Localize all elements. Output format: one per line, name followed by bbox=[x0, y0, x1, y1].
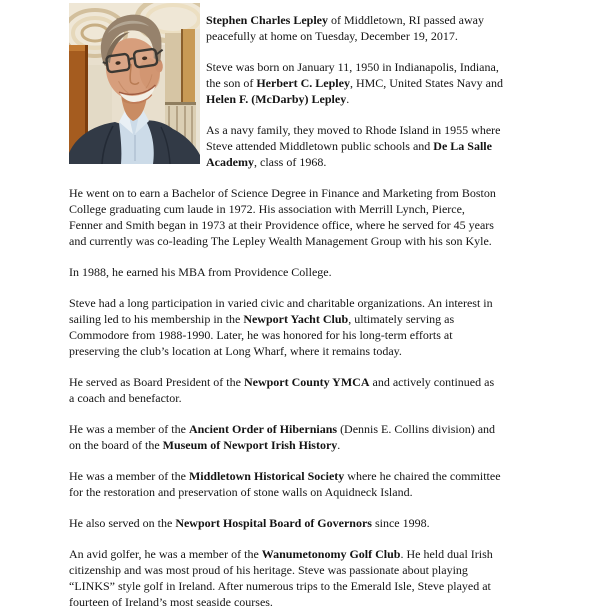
paragraph bbox=[69, 374, 590, 406]
text-line: Steve had a long participation in varied civic and charitable organizations. An interest in bbox=[69, 296, 493, 310]
text-line: the son of Herbert C. Lepley, HMC, United States Navy and bbox=[206, 76, 503, 90]
text-line: Helen F. (McDarby) Lepley. bbox=[206, 92, 350, 106]
text-line: He was a member of the Middletown Historical Society where he chaired the committee bbox=[69, 469, 501, 483]
text-line: An avid golfer, he was a member of the Wanumetonomy Golf Club. He held dual Irish bbox=[69, 547, 493, 561]
text-line: preserving the club’s location at Long Wharf, where it remains today. bbox=[69, 344, 402, 358]
paragraph bbox=[69, 546, 590, 610]
paragraph bbox=[69, 468, 590, 500]
paragraph bbox=[69, 264, 590, 280]
text-line: He went on to earn a Bachelor of Science Degree in Finance and Marketing from Boston bbox=[69, 186, 496, 200]
paragraph bbox=[69, 515, 590, 531]
text-line: He served as Board President of the Newport County YMCA and actively continued as bbox=[69, 375, 495, 389]
text-line: In 1988, he earned his MBA from Providence College. bbox=[69, 265, 332, 279]
paragraph bbox=[69, 295, 590, 359]
text-line: Steve attended Middletown public schools and De La Salle bbox=[206, 139, 492, 153]
text-line: College graduating cum laude in 1972. His association with Merrill Lynch, Pierce, bbox=[69, 202, 465, 216]
text-line: Fenner and Smith began in 1973 at their Providence office, where he served for 45 years bbox=[69, 218, 494, 232]
body-text bbox=[69, 185, 590, 610]
text-line: He also served on the Newport Hospital Board of Governors since 1998. bbox=[69, 516, 430, 530]
intro-section bbox=[69, 3, 590, 170]
paragraph bbox=[206, 59, 503, 107]
text-line: Stephen Charles Lepley of Middletown, RI passed away bbox=[206, 13, 484, 27]
text-line: As a navy family, they moved to Rhode Island in 1955 where bbox=[206, 123, 501, 137]
text-line: citizenship and was most proud of his heritage. Steve was passionate about playing bbox=[69, 563, 468, 577]
text-line: “LINKS” style golf in Ireland. After numerous trips to the Emerald Isle, Steve played at bbox=[69, 579, 491, 593]
portrait-photo-graphic bbox=[69, 3, 200, 164]
text-line: Academy, class of 1968. bbox=[206, 155, 327, 169]
intro-text bbox=[206, 3, 503, 170]
text-line: for the restoration and preservation of stone walls on Aquidneck Island. bbox=[69, 485, 413, 499]
text-line: sailing led to his membership in the Newport Yacht Club, ultimately serving as bbox=[69, 312, 455, 326]
text-line: on the board of the Museum of Newport Irish History. bbox=[69, 438, 341, 452]
text-line: peacefully at home on Tuesday, December 19, 2017. bbox=[206, 29, 458, 43]
text-line: a coach and benefactor. bbox=[69, 391, 182, 405]
text-line: Steve was born on January 11, 1950 in Indianapolis, Indiana, bbox=[206, 60, 499, 74]
paragraph bbox=[206, 12, 503, 44]
text-line: and currently was co-leading The Lepley Wealth Management Group with his son Kyle. bbox=[69, 234, 492, 248]
paragraph bbox=[206, 122, 503, 170]
portrait-photo bbox=[69, 3, 200, 164]
text-line: Commodore from 1988-1990. Later, he was honored for his long-term efforts at bbox=[69, 328, 453, 342]
paragraph bbox=[69, 185, 590, 249]
paragraph bbox=[69, 421, 590, 453]
text-line: He was a member of the Ancient Order of Hibernians (Dennis E. Collins division) and bbox=[69, 422, 496, 436]
text-line: fourteen of Ireland’s most seaside courses. bbox=[69, 595, 273, 609]
